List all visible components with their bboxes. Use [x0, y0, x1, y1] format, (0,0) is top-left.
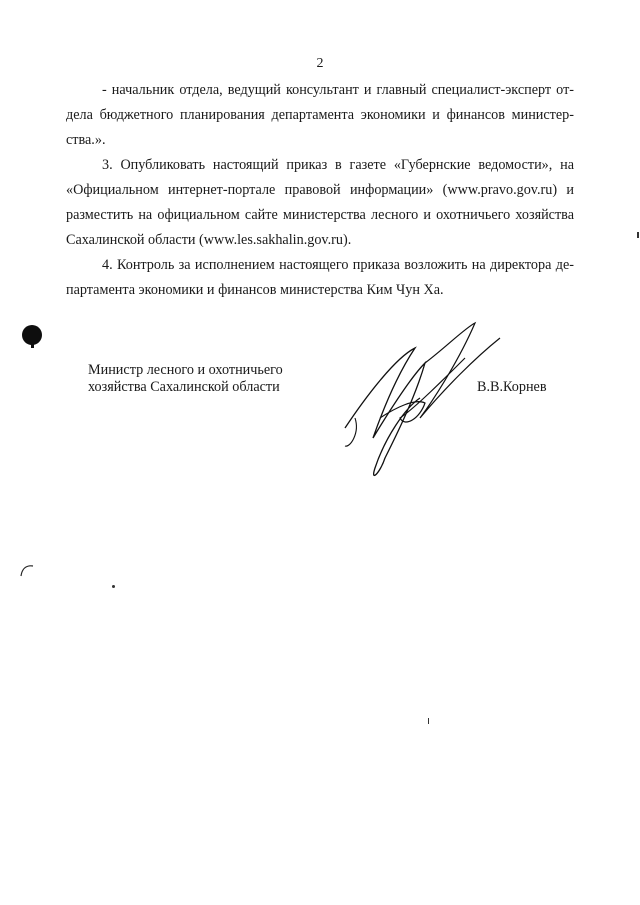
signatory-position-line-1: Министр лесного и охотничьего	[88, 362, 283, 378]
paragraph-2-line-2: «Официальном интернет-портале правовой информации» (www.pravo.gov.ru) и	[66, 182, 574, 198]
paragraph-3-line-1: 4. Контроль за исполнением настоящего приказа возложить на директора де-	[102, 257, 574, 273]
paragraph-1-line-2: дела бюджетного планирования департамента экономики и финансов министер-	[66, 107, 574, 123]
page-number: 2	[316, 56, 324, 71]
paragraph-3-line-2: партамента экономики и финансов министерства Ким Чун Ха.	[66, 282, 444, 298]
scan-speck	[428, 718, 429, 724]
signatory-position	[88, 362, 283, 396]
scan-speck	[112, 585, 115, 588]
paragraph-1-line-1: - начальник отдела, ведущий консультант и главный специалист-эксперт от-	[102, 82, 574, 98]
signatory-position-line-2: хозяйства Сахалинской области	[88, 379, 280, 395]
scan-speck	[637, 232, 639, 238]
paragraph-2-line-4: Сахалинской области (www.les.sakhalin.gov.ru).	[66, 232, 352, 248]
handwritten-signature	[325, 318, 505, 488]
scan-artifact-mark	[18, 562, 38, 582]
punch-hole-mark	[22, 325, 42, 345]
paragraph-2-line-1: 3. Опубликовать настоящий приказ в газете «Губернские ведомости», на	[102, 157, 574, 173]
signatory-name: В.В.Корнев	[477, 379, 547, 395]
paragraph-1-line-3: ства.».	[66, 132, 106, 148]
punch-hole-tick-mark	[31, 343, 34, 348]
paragraph-2-line-3: разместить на официальном сайте министерства лесного и охотничьего хозяйства	[66, 207, 574, 223]
